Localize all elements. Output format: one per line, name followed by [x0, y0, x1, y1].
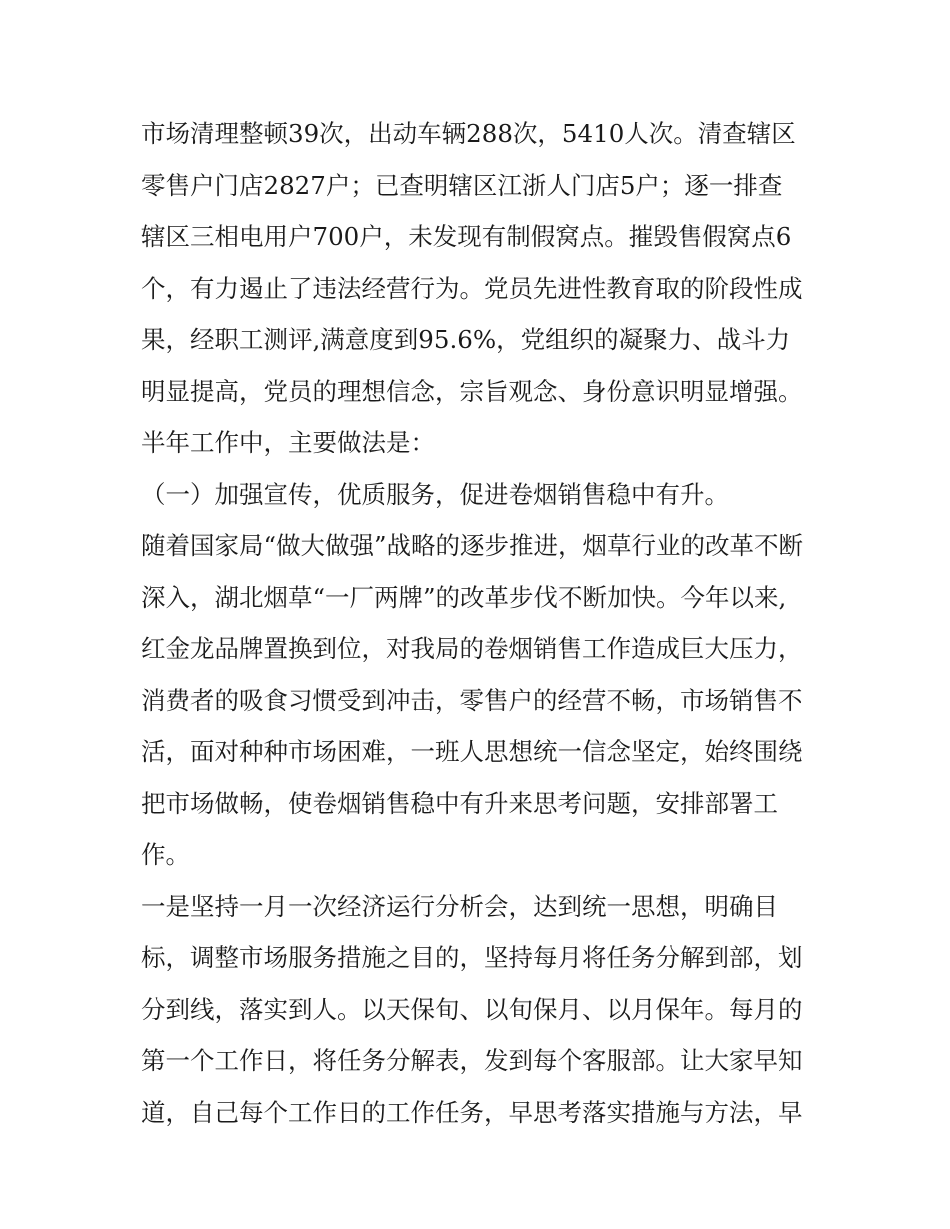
text-line: 红金龙品牌置换到位，对我局的卷烟销售工作造成巨大压力，: [141, 634, 803, 663]
text-line: 零售户门店2827户；已查明辖区江浙人门店5户；逐一排查: [141, 170, 783, 200]
text-line: 辖区三相电用户700户，未发现有制假窝点。摧毁售假窝点6: [141, 222, 792, 251]
text-line: 个，有力遏止了违法经营行为。党员先进性教育取的阶段性成: [141, 273, 803, 303]
body-text: [141, 108, 821, 1138]
text-line: 深入，湖北烟草“一厂两牌”的改革步伐不断加快。今年以来,: [141, 582, 787, 612]
text-line: 活，面对种种市场困难，一班人思想统一信念坚定，始终围绕: [141, 737, 803, 766]
text-line: 第一个工作日，将任务分解表，发到每个客服部。让大家早知: [141, 1046, 803, 1075]
text-line: 一是坚持一月一次经济运行分析会，达到统一思想，明确目: [141, 891, 778, 921]
text-line: 标，调整市场服务措施之目的，坚持每月将任务分解到部，划: [141, 943, 803, 972]
text-line: 把市场做畅，使卷烟销售稳中有升来思考问题，安排部署工: [141, 788, 778, 818]
text-line: 道，自己每个工作日的工作任务，早思考落实措施与方法，早: [141, 1097, 803, 1127]
text-line: 市场清理整顿39次，出动车辆288次，5410人次。清查辖区: [141, 119, 796, 148]
text-line: 明显提高，党员的理想信念，宗旨观念、身份意识明显增强。: [141, 376, 803, 406]
text-line: 作。: [141, 840, 190, 869]
text-line: 果，经职工测评,满意度到95.6%，党组织的凝聚力、战斗力: [141, 325, 791, 354]
text-line: 半年工作中，主要做法是：: [141, 428, 435, 457]
text-line: 随着国家局“做大做强”战略的逐步推进，烟草行业的改革不断: [141, 531, 804, 560]
section-heading: （一）加强宣传，优质服务，促进卷烟销售稳中有升。: [141, 479, 729, 509]
text-line: 消费者的吸食习惯受到冲击，零售户的经营不畅，市场销售不: [141, 685, 803, 715]
text-line: 分到线，落实到人。以天保旬、以旬保月、以月保年。每月的: [141, 994, 803, 1024]
